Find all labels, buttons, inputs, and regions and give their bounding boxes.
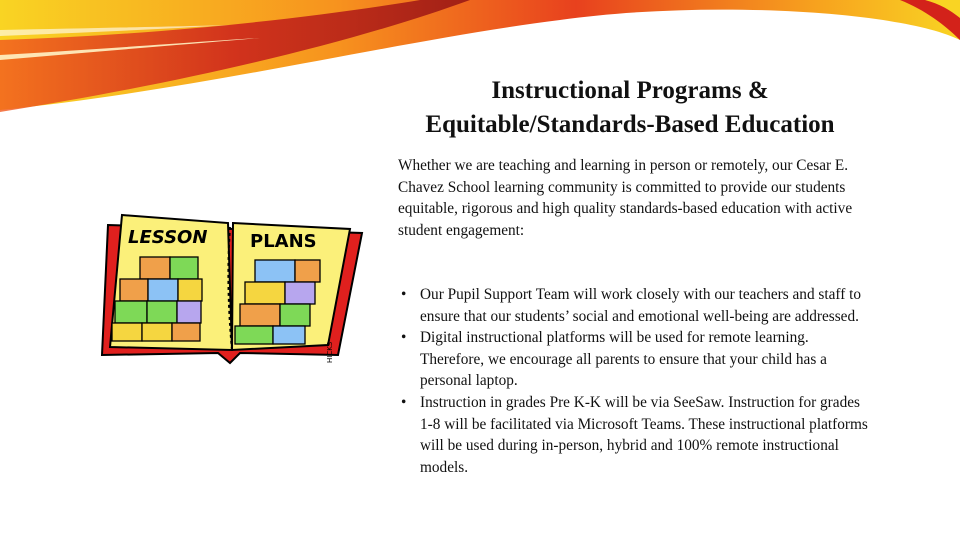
bullet-list: [398, 284, 870, 478]
title-line-1: Instructional Programs &: [491, 77, 769, 104]
slide-title: [380, 74, 880, 142]
intro-paragraph: Whether we are teaching and learning in person or remotely, our Cesar E. Chavez School learning community is committed to provide our students equitable, rigorous and high quality standards-based education with active student engagement:: [398, 157, 853, 240]
bullet-marker: •: [401, 329, 407, 347]
left-page-label: LESSON: [128, 227, 208, 248]
bullet-item: [398, 284, 870, 327]
bullet-text: Instruction in grades Pre K-K will be via SeeSaw. Instruction for grades 1-8 will be facilitated via Microsoft Teams. These instructional platforms will be used during in-person, hybrid and 100% remote instructional models.: [420, 393, 868, 476]
title-line-2: Equitable/Standards-Based Education: [425, 111, 835, 138]
bullet-marker: •: [401, 393, 407, 411]
bullet-item: [398, 327, 870, 392]
artist-signature: HICKS: [326, 341, 334, 363]
bullet-item: [398, 392, 870, 478]
bullet-text: Our Pupil Support Team will work closely with our teachers and staff to ensure that our students’ social and emotional well-being are addressed.: [420, 286, 862, 325]
bullet-text: Digital instructional platforms will be used for remote learning. Therefore, we encourage all parents to ensure that your child has a personal laptop.: [420, 329, 827, 390]
lesson-plans-illustration: [100, 205, 365, 375]
bullet-marker: •: [401, 286, 407, 303]
right-page-label: PLANS: [250, 231, 317, 252]
